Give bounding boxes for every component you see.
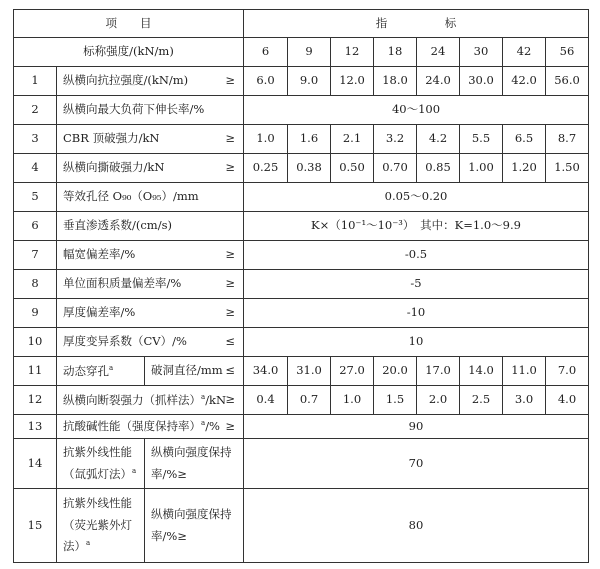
item-sup: a — [201, 392, 206, 401]
value-cell: 0.38 — [288, 154, 331, 183]
value-cell: 1.50 — [546, 154, 589, 183]
value-cell: 2.1 — [331, 125, 374, 154]
row-number: 14 — [14, 439, 57, 489]
row-number: 13 — [14, 415, 57, 439]
row-number: 1 — [14, 67, 57, 96]
value-cell: 6.5 — [503, 125, 546, 154]
item-sup: a — [132, 466, 137, 475]
value-cell: 2.0 — [417, 386, 460, 415]
sub-label: 纵横向强度保持率/%≥ — [145, 439, 244, 489]
item-label-text: 幅宽偏差率/% — [63, 247, 136, 262]
row-number: 7 — [14, 241, 57, 270]
table-row — [14, 439, 589, 489]
comparison-operator: ≥ — [225, 392, 235, 407]
value-cell: 0.4 — [244, 386, 288, 415]
item-label-text: 纵横向抗拉强度/(kN/m) — [63, 73, 189, 88]
comparison-operator: ≤ — [225, 363, 235, 378]
item-label — [57, 270, 244, 299]
sub-label: 纵横向强度保持率/%≥ — [145, 489, 244, 563]
item-label — [57, 386, 244, 415]
row-number: 11 — [14, 357, 57, 386]
value-cell: 0.7 — [288, 386, 331, 415]
header-item: 项 目 — [14, 10, 244, 38]
value-cell: 8.7 — [546, 125, 589, 154]
nominal-value: 6 — [244, 38, 288, 67]
comparison-operator: ≥ — [225, 131, 235, 146]
value-cell: 4.0 — [546, 386, 589, 415]
row-number: 2 — [14, 96, 57, 125]
item-unit: /% — [205, 419, 220, 434]
item-sup: a — [86, 539, 91, 548]
value-cell: 1.20 — [503, 154, 546, 183]
item-label — [57, 212, 244, 241]
row-number: 10 — [14, 328, 57, 357]
item-label-text: 抗紫外线性能（氙弧灯法） — [63, 444, 132, 481]
table-row — [14, 328, 589, 357]
table-row — [14, 241, 589, 270]
value-span: 10 — [244, 328, 589, 357]
item-label-text: 厚度偏差率/% — [63, 305, 136, 320]
nominal-value: 56 — [546, 38, 589, 67]
nominal-label: 标称强度/(kN/m) — [14, 38, 244, 67]
comparison-operator: ≥ — [225, 305, 235, 320]
value-cell: 56.0 — [546, 67, 589, 96]
value-cell: 12.0 — [331, 67, 374, 96]
value-span: -10 — [244, 299, 589, 328]
table-row — [14, 270, 589, 299]
nominal-value: 30 — [460, 38, 503, 67]
value-cell: 30.0 — [460, 67, 503, 96]
comparison-operator: ≥ — [225, 247, 235, 262]
value-cell: 2.5 — [460, 386, 503, 415]
item-label — [57, 328, 244, 357]
item-label — [57, 67, 244, 96]
item-label — [57, 125, 244, 154]
table-row — [14, 357, 589, 386]
value-span: 70 — [244, 439, 589, 489]
item-label-text: 纵横向断裂强力（抓样法） — [63, 392, 201, 407]
value-cell: 4.2 — [417, 125, 460, 154]
value-cell: 3.2 — [374, 125, 417, 154]
value-cell: 1.0 — [244, 125, 288, 154]
value-cell: 1.5 — [374, 386, 417, 415]
nominal-value: 9 — [288, 38, 331, 67]
value-cell: 0.85 — [417, 154, 460, 183]
item-unit: /kN — [205, 392, 227, 407]
value-cell: 1.00 — [460, 154, 503, 183]
value-span: 80 — [244, 489, 589, 563]
table-row — [14, 154, 589, 183]
item-sup: a — [201, 419, 206, 428]
comparison-operator: ≤ — [225, 334, 235, 349]
value-span: -5 — [244, 270, 589, 299]
value-cell: 20.0 — [374, 357, 417, 386]
value-cell: 0.25 — [244, 154, 288, 183]
item-label — [57, 489, 145, 563]
value-cell: 5.5 — [460, 125, 503, 154]
value-cell: 7.0 — [546, 357, 589, 386]
item-label — [57, 183, 244, 212]
row-number: 8 — [14, 270, 57, 299]
value-cell: 34.0 — [244, 357, 288, 386]
item-label-text: 抗酸碱性能（强度保持率） — [63, 419, 201, 434]
table-row — [14, 386, 589, 415]
item-label-text: CBR 顶破强力/kN — [63, 131, 160, 146]
value-cell: 14.0 — [460, 357, 503, 386]
comparison-operator: ≥ — [225, 73, 235, 88]
comparison-operator: ≥ — [225, 160, 235, 175]
table-row — [14, 489, 589, 563]
comparison-operator: ≥ — [225, 418, 235, 433]
item-label-text: 纵横向撕破强力/kN — [63, 160, 165, 175]
value-cell: 0.50 — [331, 154, 374, 183]
item-label — [57, 241, 244, 270]
value-span: -0.5 — [244, 241, 589, 270]
nominal-value: 24 — [417, 38, 460, 67]
value-cell: 18.0 — [374, 67, 417, 96]
item-label-text: 厚度变异系数（CV）/% — [63, 334, 187, 349]
item-label — [57, 96, 244, 125]
row-number: 3 — [14, 125, 57, 154]
value-cell: 0.70 — [374, 154, 417, 183]
item-label — [57, 299, 244, 328]
item-label-text: 等效孔径 O₉₀（O₉₅）/mm — [63, 189, 199, 204]
table-row — [14, 212, 589, 241]
value-cell: 1.6 — [288, 125, 331, 154]
item-label-text: 动态穿孔 — [63, 363, 109, 378]
value-span: 0.05～0.20 — [244, 183, 589, 212]
spec-table — [13, 9, 589, 563]
value-cell: 42.0 — [503, 67, 546, 96]
nominal-value: 12 — [331, 38, 374, 67]
item-label — [57, 357, 145, 386]
item-label-text: 垂直渗透系数/(cm/s) — [63, 218, 172, 233]
value-cell: 31.0 — [288, 357, 331, 386]
header-indicator: 指 标 — [244, 10, 589, 38]
row-number: 6 — [14, 212, 57, 241]
table-row — [14, 299, 589, 328]
row-number: 9 — [14, 299, 57, 328]
item-label — [57, 415, 244, 439]
nominal-value: 18 — [374, 38, 417, 67]
sub-label-text: 破洞直径/mm — [151, 363, 223, 378]
value-cell: 17.0 — [417, 357, 460, 386]
row-number: 5 — [14, 183, 57, 212]
row-number: 12 — [14, 386, 57, 415]
item-label-text: 单位面积质量偏差率/% — [63, 276, 182, 291]
value-cell: 24.0 — [417, 67, 460, 96]
table-row — [14, 67, 589, 96]
table-row — [14, 96, 589, 125]
item-label-text: 抗紫外线性能（荧光紫外灯法） — [63, 495, 132, 554]
value-cell: 3.0 — [503, 386, 546, 415]
value-cell: 1.0 — [331, 386, 374, 415]
item-sup: a — [109, 363, 114, 372]
value-span: 90 — [244, 415, 589, 439]
row-number: 4 — [14, 154, 57, 183]
value-span: 40～100 — [244, 96, 589, 125]
value-cell: 6.0 — [244, 67, 288, 96]
sub-label — [145, 357, 244, 386]
item-label-text: 纵横向最大负荷下伸长率/% — [63, 102, 205, 117]
nominal-value: 42 — [503, 38, 546, 67]
table-row — [14, 183, 589, 212]
value-cell: 27.0 — [331, 357, 374, 386]
row-number: 15 — [14, 489, 57, 563]
comparison-operator: ≥ — [225, 276, 235, 291]
item-label — [57, 154, 244, 183]
item-label — [57, 439, 145, 489]
value-cell: 9.0 — [288, 67, 331, 96]
value-span: K×（10⁻¹～10⁻³） 其中：K=1.0～9.9 — [244, 212, 589, 241]
table-row — [14, 125, 589, 154]
table-row — [14, 415, 589, 439]
value-cell: 11.0 — [503, 357, 546, 386]
